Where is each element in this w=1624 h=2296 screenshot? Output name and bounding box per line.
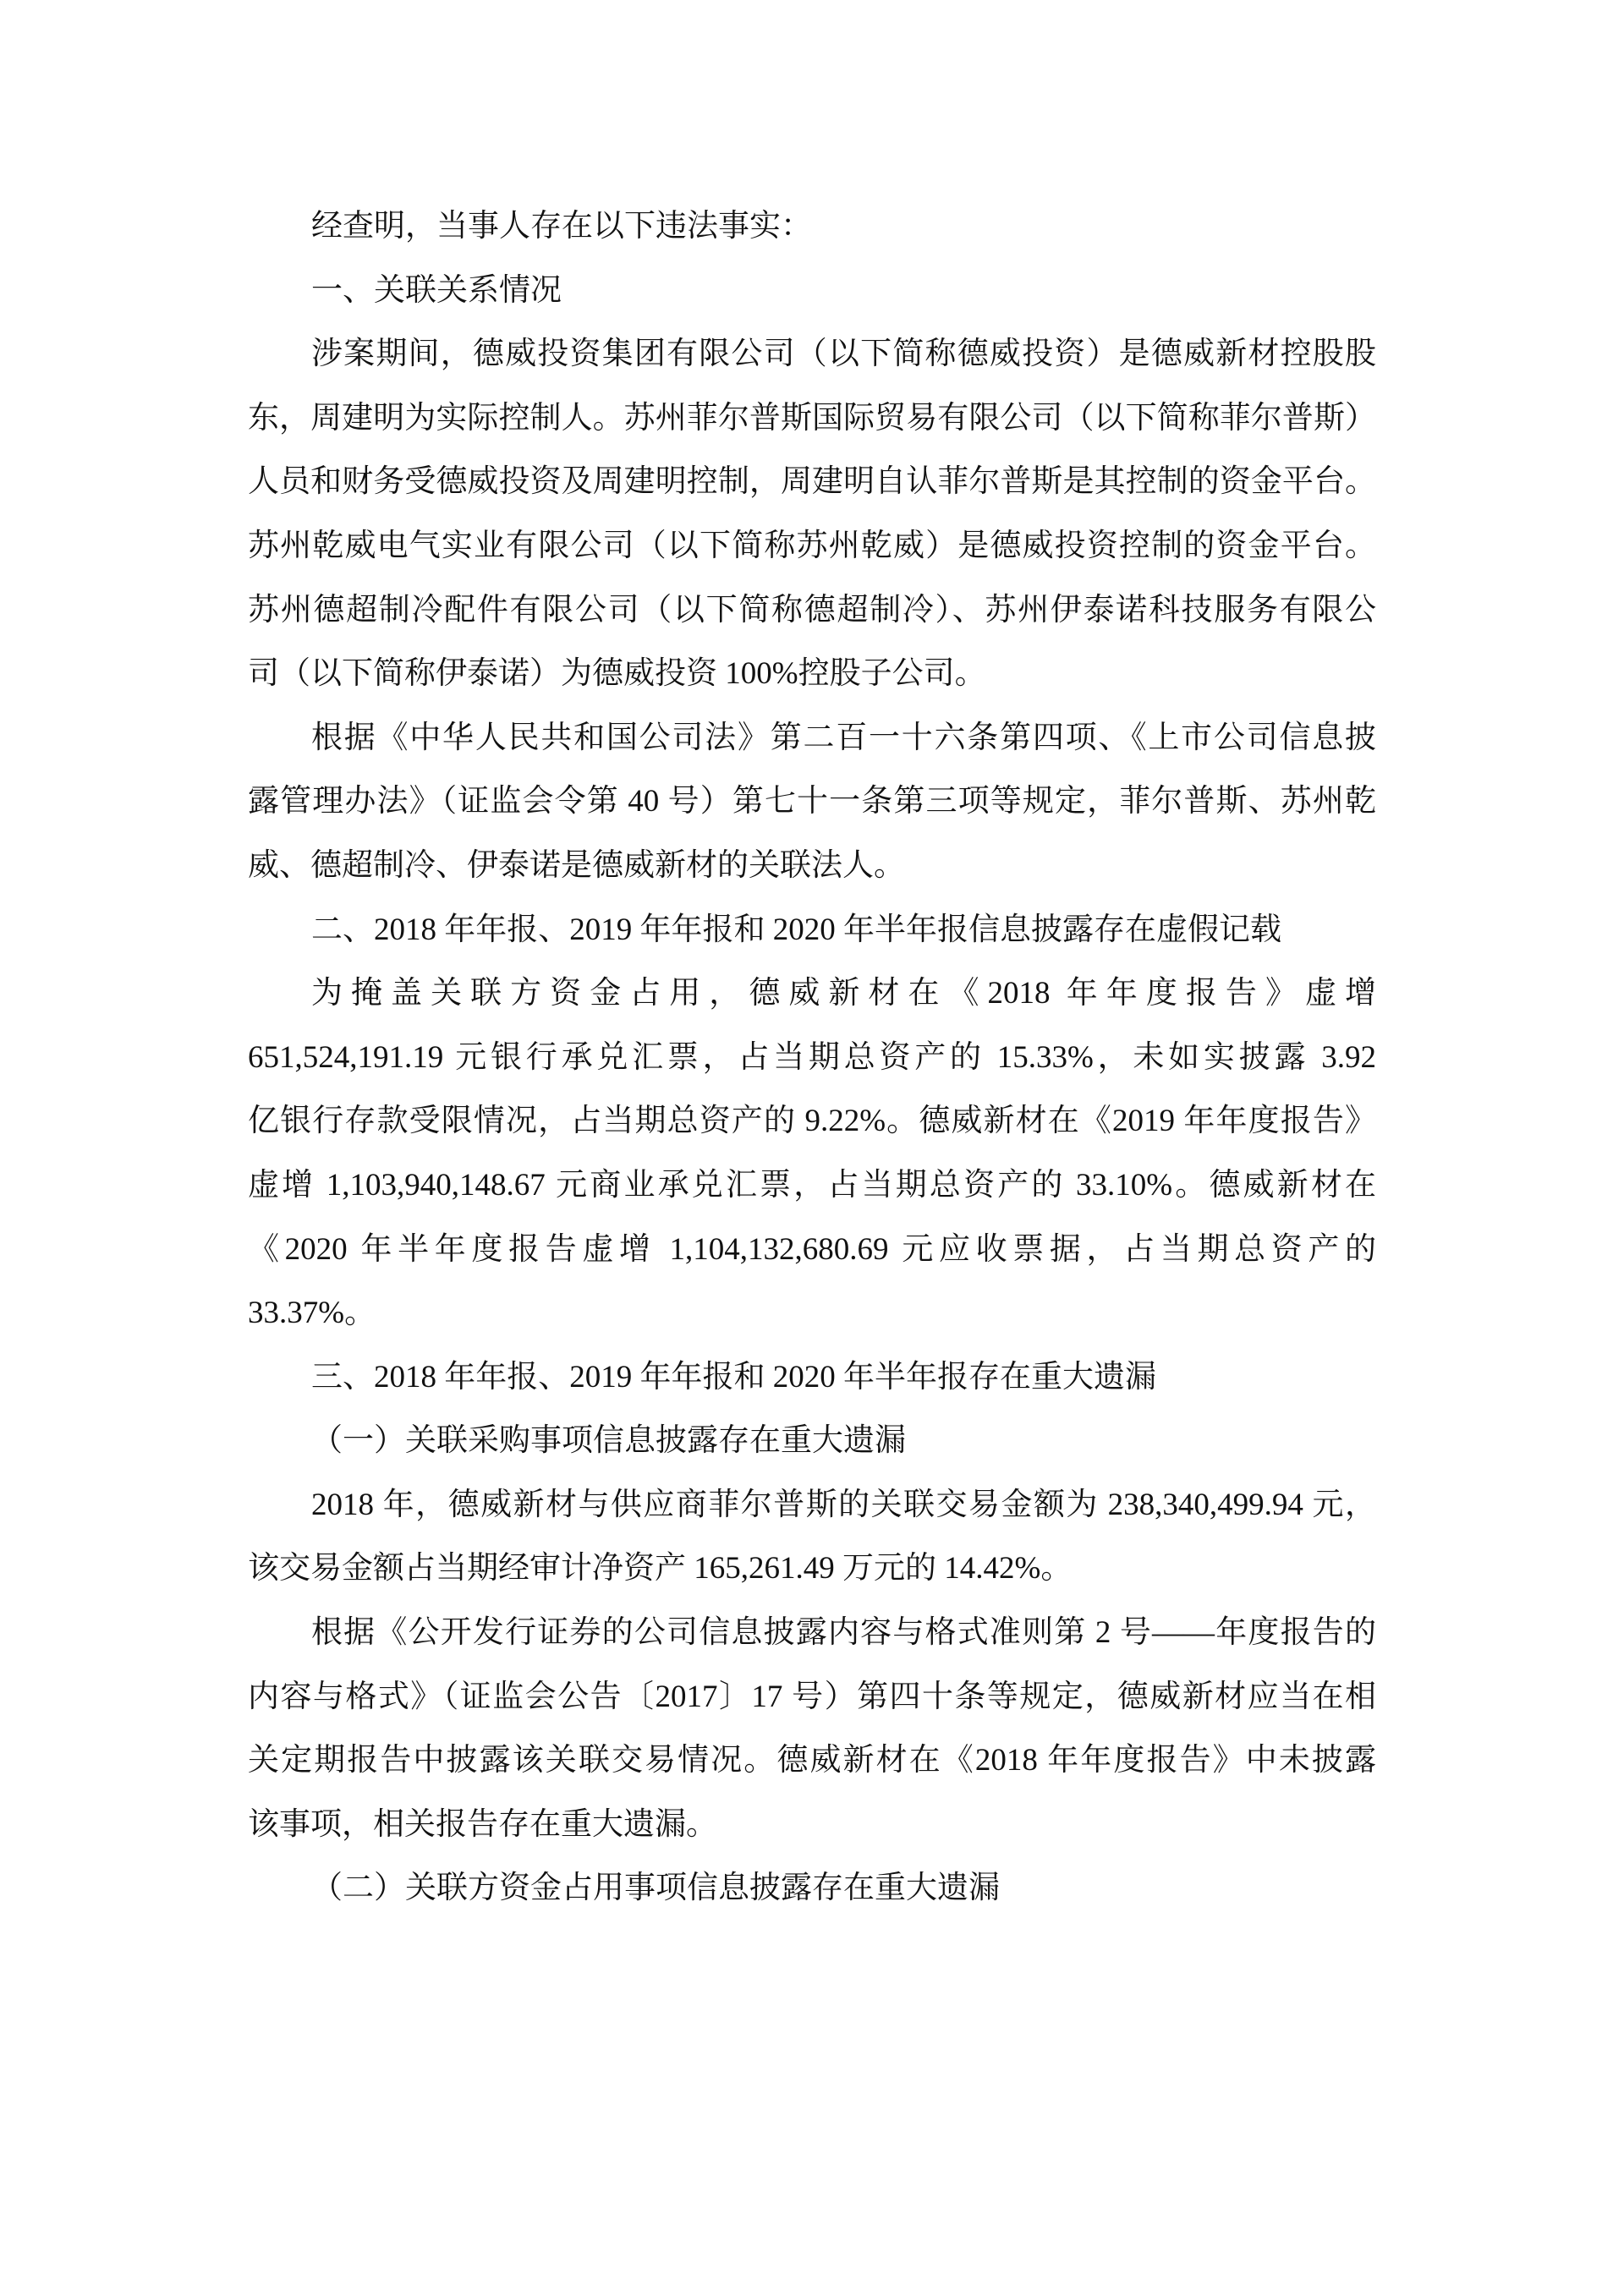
heading-line: 二、2018 年年报、2019 年年报和 2020 年半年报信息披露存在虚假记载 — [311, 912, 1281, 947]
text-line: 651,524,191.19 元银行承兑汇票，占当期总资产的 15.33%，未如实披露 3.92 — [248, 1039, 1376, 1075]
section-heading-2 — [248, 898, 1376, 962]
text-line: 东，周建明为实际控制人。苏州菲尔普斯国际贸易有限公司（以下简称菲尔普斯） — [248, 400, 1376, 436]
text-line: 根据《公开发行证券的公司信息披露内容与格式准则第 2 号——年度报告的 — [311, 1615, 1376, 1651]
text-line: 该交易金额占当期经审计净资产 165,261.49 万元的 14.42%。 — [248, 1551, 1073, 1586]
paragraph-related-parties — [248, 322, 1376, 706]
text-line: 威、德超制冷、伊泰诺是德威新材的关联法人。 — [248, 847, 905, 883]
section-heading-1 — [248, 259, 1376, 323]
text-line: 司（以下简称伊泰诺）为德威投资 100%控股子公司。 — [248, 656, 986, 692]
subsection-heading-2 — [248, 1856, 1376, 1921]
text-line: 亿银行存款受限情况，占当期总资产的 9.22%。德威新材在《2019 年年度报告》 — [248, 1104, 1376, 1139]
text-line: 关定期报告中披露该关联交易情况。德威新材在《2018 年年度报告》中未披露 — [248, 1743, 1376, 1778]
text-line: 2018 年，德威新材与供应商菲尔普斯的关联交易金额为 238,340,499.94 元， — [311, 1487, 1376, 1522]
heading-line: （一）关联采购事项信息披露存在重大遗漏 — [311, 1423, 906, 1459]
text-line: 为掩盖关联方资金占用，德威新材在《2018 年年度报告》虚增 — [311, 976, 1376, 1011]
text-line: 苏州乾威电气实业有限公司（以下简称苏州乾威）是德威投资控制的资金平台。 — [248, 528, 1376, 563]
text-line: 经查明，当事人存在以下违法事实： — [311, 209, 812, 244]
paragraph-intro — [248, 195, 1376, 259]
paragraph-legal-basis-2 — [248, 1601, 1376, 1856]
text-line: 33.37%。 — [248, 1296, 376, 1331]
text-line: 内容与格式》（证监会公告〔2017〕17 号）第四十条等规定，德威新材应当在相 — [248, 1679, 1376, 1714]
text-line: 人员和财务受德威投资及周建明控制，周建明自认菲尔普斯是其控制的资金平台。 — [248, 464, 1376, 500]
subsection-heading-1 — [248, 1409, 1376, 1473]
paragraph-legal-basis-1 — [248, 706, 1376, 898]
text-line: 该事项，相关报告存在重大遗漏。 — [248, 1806, 717, 1842]
text-line: 《2020 年半年度报告虚增 1,104,132,680.69 元应收票据，占当期总资产的 — [248, 1231, 1376, 1267]
text-line: 涉案期间，德威投资集团有限公司（以下简称德威投资）是德威新材控股股 — [311, 337, 1376, 372]
heading-line: 三、2018 年年报、2019 年年报和 2020 年半年报存在重大遗漏 — [311, 1359, 1156, 1395]
text-line: 虚增 1,103,940,148.67 元商业承兑汇票，占当期总资产的 33.10%。德威新材在 — [248, 1167, 1376, 1203]
text-line: 苏州德超制冷配件有限公司（以下简称德超制冷）、苏州伊泰诺科技服务有限公 — [248, 592, 1376, 627]
heading-line: （二）关联方资金占用事项信息披露存在重大遗漏 — [311, 1871, 1000, 1906]
text-line: 露管理办法》（证监会令第 40 号）第七十一条第三项等规定，菲尔普斯、苏州乾 — [248, 784, 1376, 819]
text-line: 根据《中华人民共和国公司法》第二百一十六条第四项、《上市公司信息披 — [311, 720, 1376, 755]
heading-line: 一、关联关系情况 — [311, 272, 562, 308]
paragraph-related-purchase — [248, 1473, 1376, 1601]
section-heading-3 — [248, 1345, 1376, 1410]
document-body — [248, 195, 1376, 1921]
paragraph-false-records — [248, 962, 1376, 1345]
